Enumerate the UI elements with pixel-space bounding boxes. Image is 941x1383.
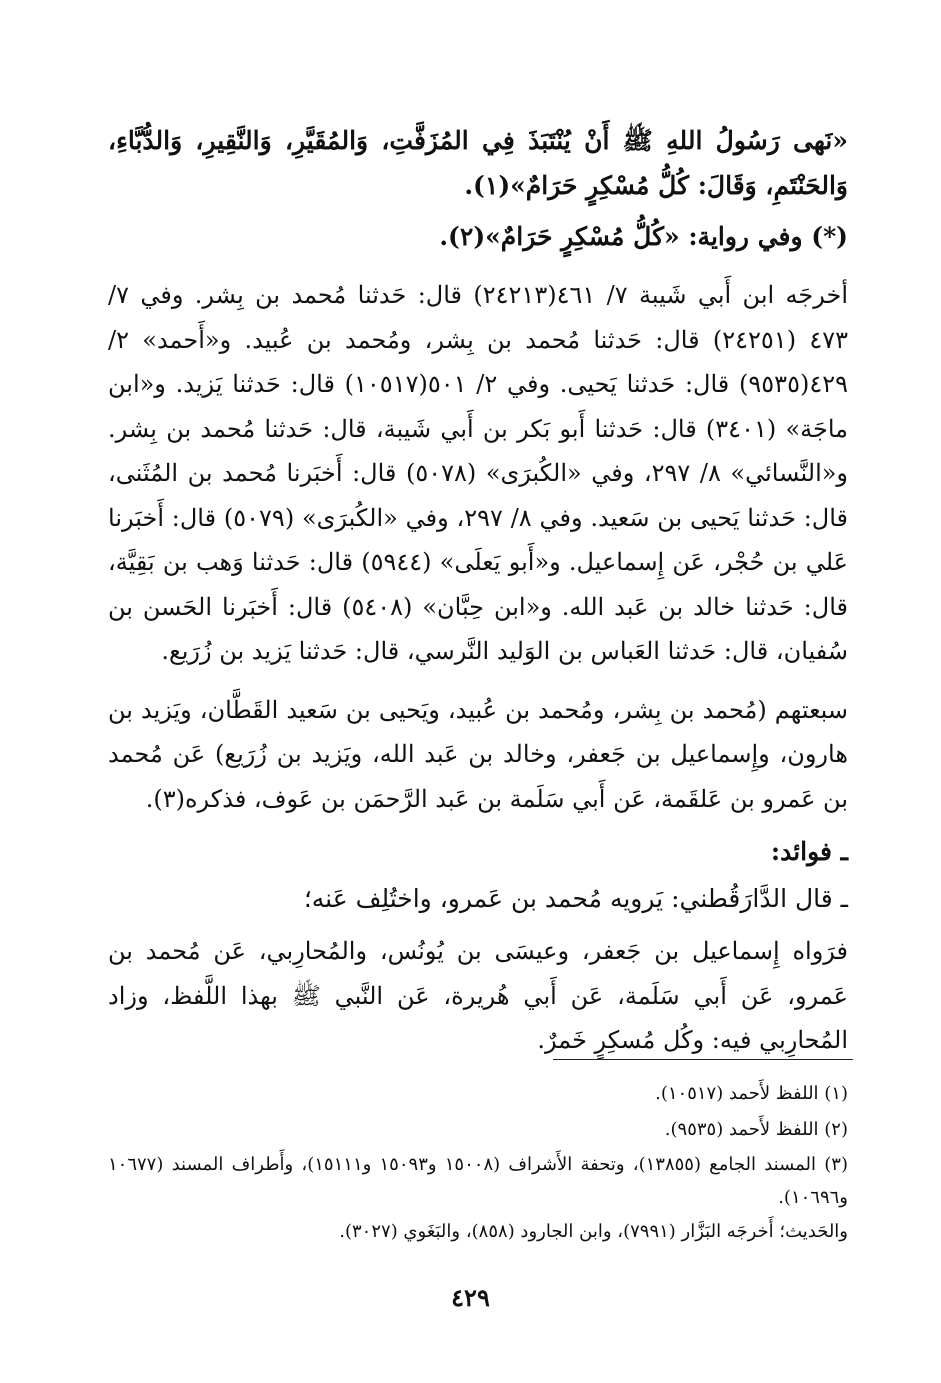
- isnad-summary-paragraph: سبعتهم (مُحمد بن بِشر، ومُحمد بن عُبيد، ويَحيى بن سَعيد القَطَّان، ويَزيد بن هارون، وإِسماعيل بن جَعفر، وخالد بن عَبد الله، ويَزيد بن زُرَيع) عَن مُحمد بن عَمرو بن عَلقَمة، عَن أَبي سَلَمة بن عَبد الرَّحمَن بن عَوف، فذكره(٣).: [108, 695, 848, 813]
- page-number: ٤٢٩: [451, 1283, 490, 1312]
- footnote-1: (١) اللفظ لأَحمد (١٠٥١٧).: [655, 1083, 848, 1104]
- footnote-divider: [553, 1059, 853, 1060]
- footnote-2: (٢) اللفظ لأَحمد (٩٥٣٥).: [664, 1119, 848, 1140]
- fawaid-heading: ـ فوائد:: [770, 837, 848, 866]
- footnotes: [108, 1076, 848, 1250]
- hadith-paragraph: «نَهى رَسُولُ اللهِ ﷺ أَنْ يُنْتَبَذَ فِي المُزَفَّتِ، وَالمُقَيَّرِ، وَالنَّقِيرِ، وَالدُّبَّاءِ، وَالحَنْتَمِ، وَقَالَ: كُلُّ مُسْكِرٍ حَرَامٌ»(١).: [108, 126, 848, 200]
- daraqutni-paragraph: ـ قال الدَّارَقُطني: يَرويه مُحمد بن عَمرو، واختُلِف عَنه؛: [303, 884, 848, 913]
- footnote-3: (٣) المسند الجامع (١٣٨٥٥)، وتحفة الأَشراف (١٥٠٠٨ و١٥٠٩٣ و١٥١١١)، وأَطراف المسند (١٠٦٧٧ و١٠٦٩٦).: [108, 1154, 848, 1208]
- takhrij-paragraph: أخرجَه ابن أَبي شَيبة ٧/ ٤٦١(٢٤٢١٣) قال: حَدثنا مُحمد بن بِشر. وفي ٧/ ٤٧٣ (٢٤٢٥١) قال: حَدثنا مُحمد بن بِشر، ومُحمد بن عُبيد. و«أَحمد» ٢/ ٤٢٩(٩٥٣٥) قال: حَدثنا يَحيى. وفي ٢/ ٥٠١(١٠٥١٧) قال: حَدثنا يَزيد. و«ابن ماجَة» (٣٤٠١) قال: حَدثنا أَبو بَكر بن أَبي شَيبة، قال: حَدثنا مُحمد بن بِشر. و«النَّسائي» ٨/ ٢٩٧، وفي «الكُبرَى» (٥٠٧٨) قال: أَخبَرنا مُحمد بن المُثَنى، قال: حَدثنا يَحيى بن سَعيد. وفي ٨/ ٢٩٧، وفي «الكُبرَى» (٥٠٧٩) قال: أَخبَرنا عَلي بن حُجْر، عَن إِسماعيل. و«أَبو يَعلَى» (٥٩٤٤) قال: حَدثنا وَهب بن بَقِيَّة، قال: حَدثنا خالد بن عَبد الله. و«ابن حِبَّان» (٥٤٠٨) قال: أَخبَرنا الحَسن بن سُفيان، قال: حَدثنا العَباس بن الوَليد النَّرسي، قال: حَدثنا يَزيد بن زُرَيع.: [108, 281, 849, 665]
- main-text: [108, 118, 848, 1063]
- riwayah-detail-paragraph: فرَواه إِسماعيل بن جَعفر، وعيسَى بن يُونُس، والمُحارِبي، عَن مُحمد بن عَمرو، عَن أَبي سَلَمة، عَن أَبي هُريرة، عَن النَّبي ﷺ بهذا اللَّفظ، وزاد المُحارِبي فيه: وكُل مُسكِرٍ خَمرٌ.: [108, 937, 848, 1054]
- footnote-3-continuation: والحَديث؛ أَخرجَه البَزَّار (٧٩٩١)، وابن الجارود (٨٥٨)، والبَغَوي (٣٠٢٧).: [339, 1221, 848, 1242]
- riwaya-paragraph: (*) وفي رواية: «كُلُّ مُسْكِرٍ حَرَامٌ»(٢).: [439, 222, 848, 251]
